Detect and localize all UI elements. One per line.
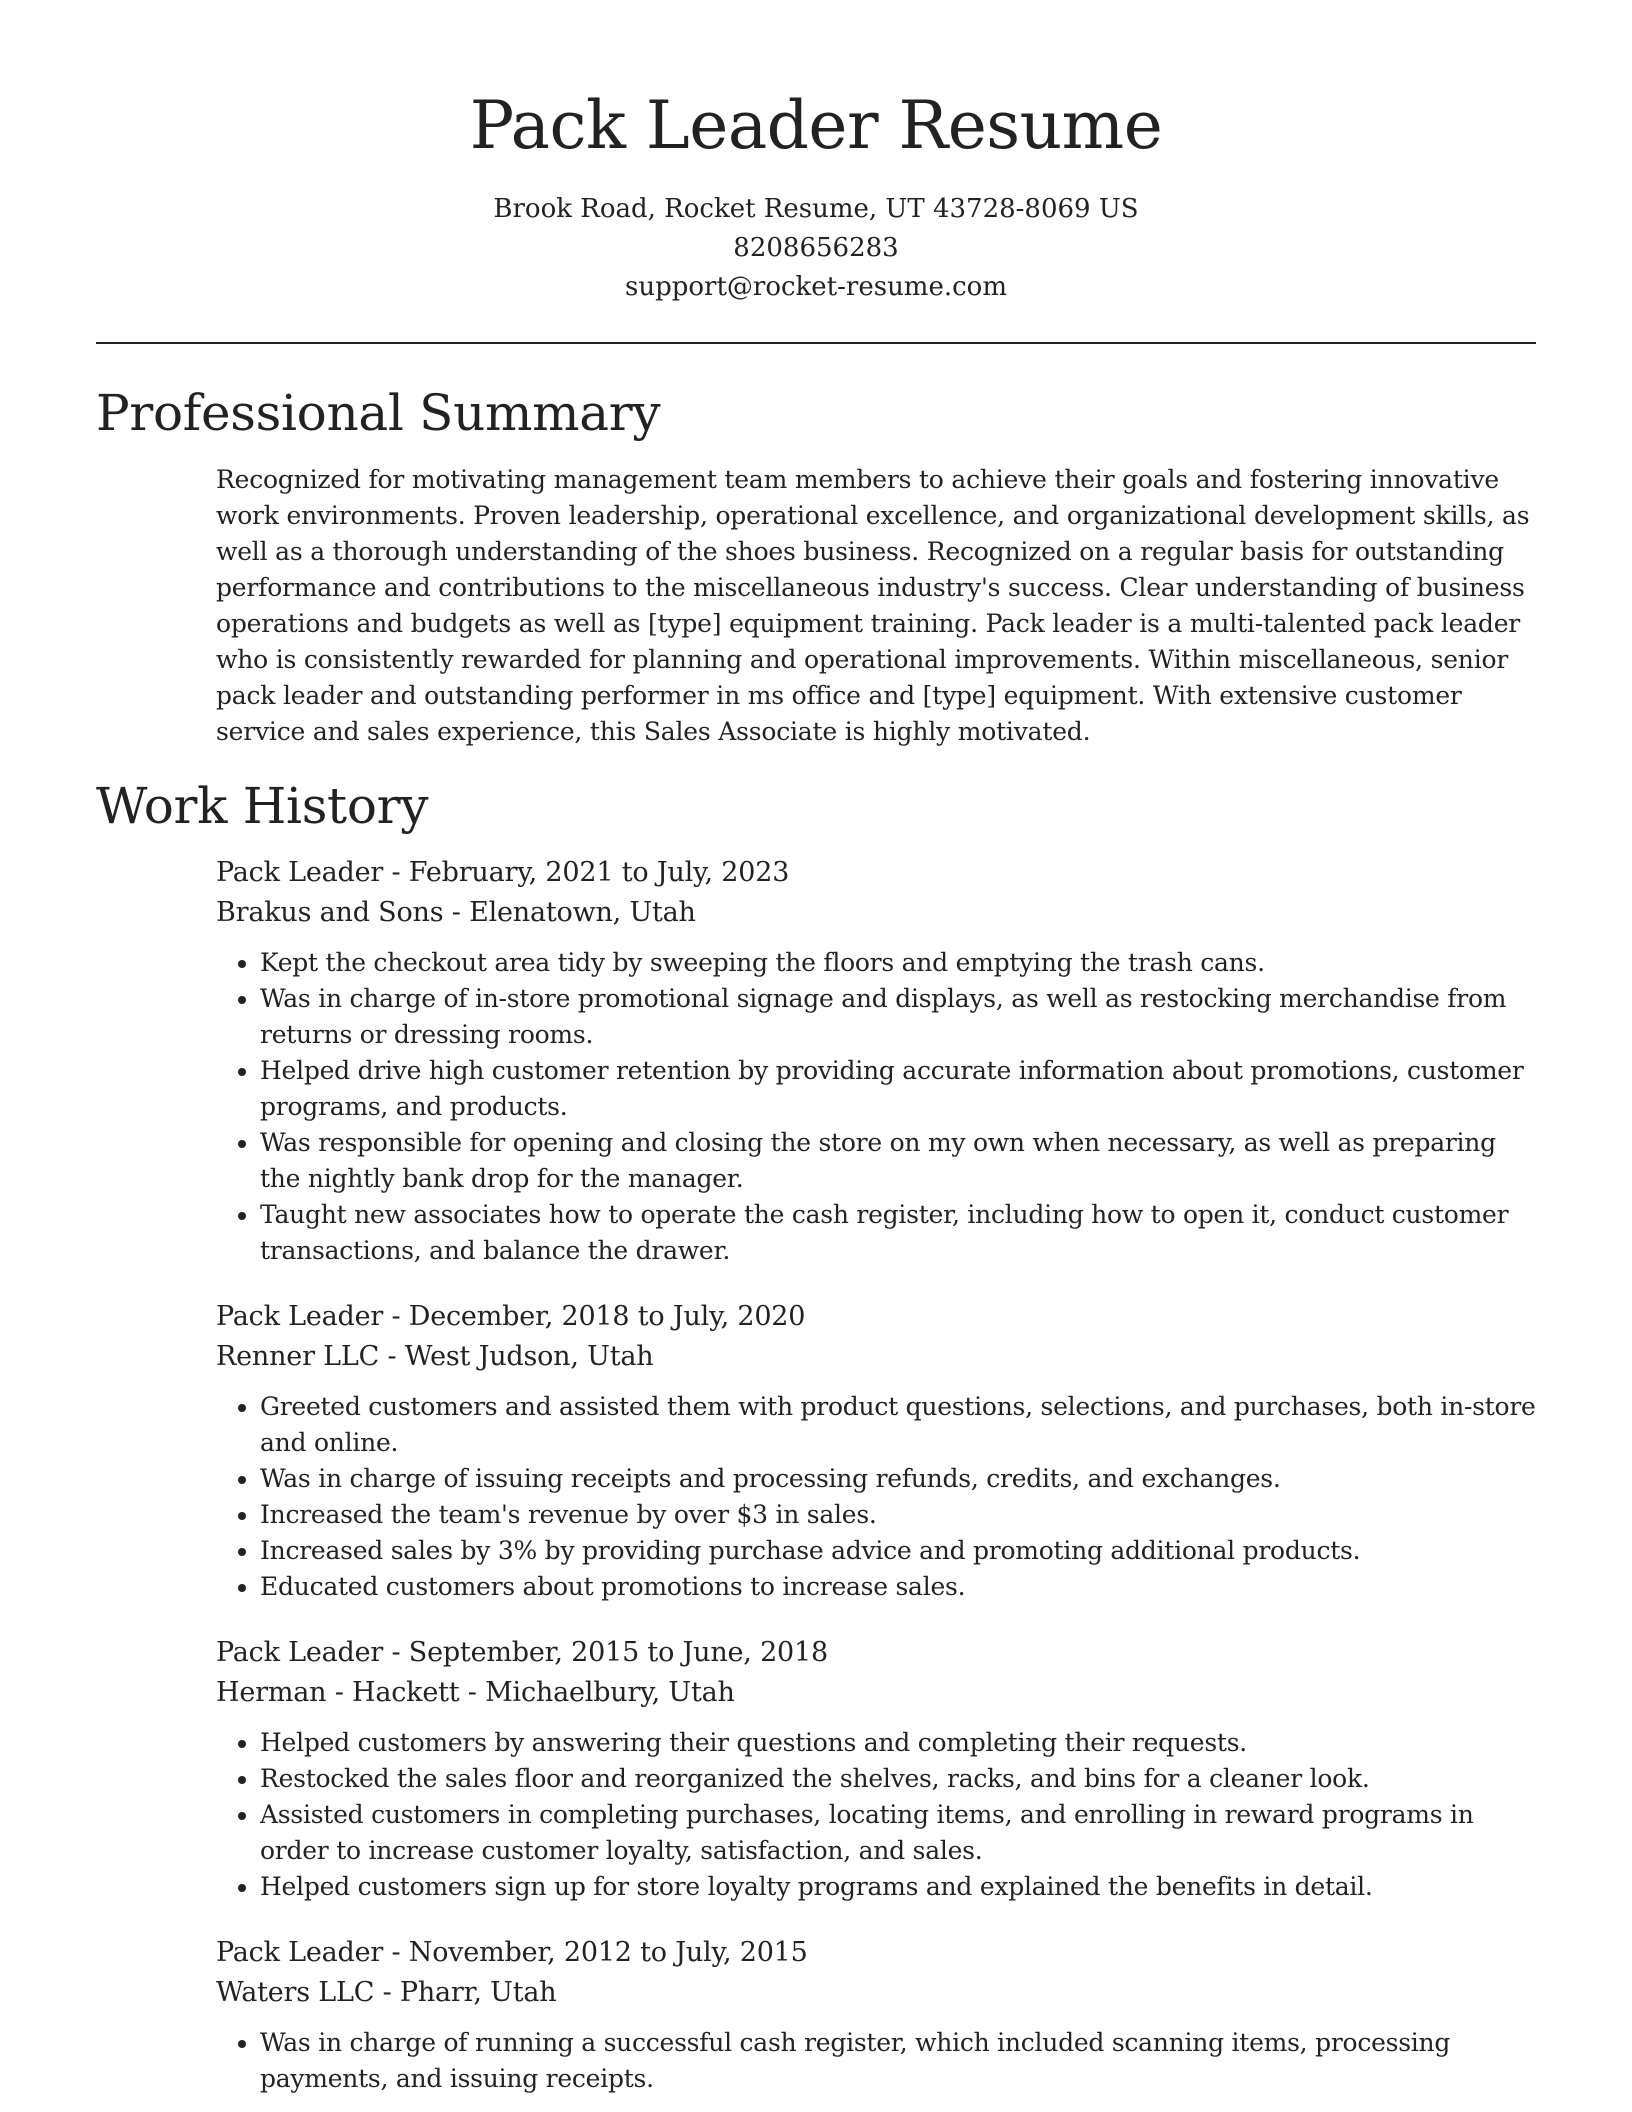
job-entry [216, 1933, 1536, 2097]
job-company: Brakus and Sons - Elenatown, Utah [216, 897, 696, 928]
job-bullet: • Kept the checkout area tidy by sweeping the floors and emptying the trash cans. [260, 945, 1536, 981]
job-bullet: • Helped drive high customer retention by providing accurate information about promotions, customer programs, and products. [260, 1053, 1536, 1125]
job-title: Pack Leader - February, 2021 to July, 2023 [216, 857, 790, 888]
job-company: Waters LLC - Pharr, Utah [216, 1977, 557, 2008]
job-title: Pack Leader - December, 2018 to July, 2020 [216, 1301, 806, 1332]
job-bullet-list [216, 945, 1536, 1269]
job-title: Pack Leader - September, 2015 to June, 2018 [216, 1637, 828, 1668]
job-bullet: • Was in charge of in-store promotional signage and displays, as well as restocking merchandise from returns or dressing rooms. [260, 981, 1536, 1053]
job-bullet-list [216, 1389, 1536, 1605]
job-entry [216, 1297, 1536, 1605]
job-bullet: • Helped customers by answering their questions and completing their requests. [260, 1725, 1536, 1761]
email: support@rocket-resume.com [624, 272, 1007, 302]
job-bullet: • Was in charge of running a successful cash register, which included scanning items, processing payments, and issuing receipts. [260, 2025, 1536, 2097]
job-bullet: • Was responsible for opening and closing the store on my own when necessary, as well as preparing the nightly bank drop for the manager. [260, 1125, 1536, 1197]
job-entry [216, 1633, 1536, 1905]
job-bullet: • Assisted customers in completing purchases, locating items, and enrolling in reward programs in order to increase customer loyalty, satisfaction, and sales. [260, 1797, 1536, 1869]
job-bullet: • Increased sales by 3% by providing purchase advice and promoting additional products. [260, 1533, 1536, 1569]
summary-heading: Professional Summary [96, 384, 661, 442]
work-history-heading: Work History [96, 777, 429, 835]
job-bullet: • Helped customers sign up for store loyalty programs and explained the benefits in detail. [260, 1869, 1536, 1905]
job-bullet: • Increased the team's revenue by over $3 in sales. [260, 1497, 1536, 1533]
phone: 8208656283 [733, 233, 899, 263]
job-bullet: • Restocked the sales floor and reorganized the shelves, racks, and bins for a cleaner look. [260, 1761, 1536, 1797]
job-bullet: • Was in charge of issuing receipts and processing refunds, credits, and exchanges. [260, 1461, 1536, 1497]
resume-title: Pack Leader Resume [469, 87, 1163, 164]
job-bullet: • Educated customers about promotions to increase sales. [260, 1569, 1536, 1605]
job-title: Pack Leader - November, 2012 to July, 2015 [216, 1937, 808, 1968]
work-history-list [216, 853, 1536, 2112]
resume-header [0, 0, 1632, 307]
job-bullet: • Taught new associates how to operate the cash register, including how to open it, conduct customer transactions, and balance the drawer. [260, 1197, 1536, 1269]
job-company: Renner LLC - West Judson, Utah [216, 1341, 654, 1372]
job-entry [216, 853, 1536, 1269]
summary-text: Recognized for motivating management team members to achieve their goals and fostering innovative work environments. Proven leadership, operational excellence, and organizational development skills, as well as a thorough understanding of the shoes business. Recognized on a regular basis for outstanding performance and contributions to the miscellaneous industry's success. Clear understanding of business operations and budgets as well as [type] equipment training. Pack leader is a multi-talented pack leader who is consistently rewarded for planning and operational improvements. Within miscellaneous, senior pack leader and outstanding performer in ms office and [type] equipment. With extensive customer service and sales experience, this Sales Associate is highly motivated. [216, 465, 1530, 746]
job-bullet-list [216, 1725, 1536, 1905]
job-bullet-list [216, 2025, 1536, 2097]
header-divider [96, 342, 1536, 344]
contact-info [0, 190, 1632, 307]
job-bullet: • Greeted customers and assisted them with product questions, selections, and purchases, both in-store and online. [260, 1389, 1536, 1461]
job-company: Herman - Hackett - Michaelbury, Utah [216, 1677, 735, 1708]
address: Brook Road, Rocket Resume, UT 43728-8069 US [493, 194, 1139, 224]
